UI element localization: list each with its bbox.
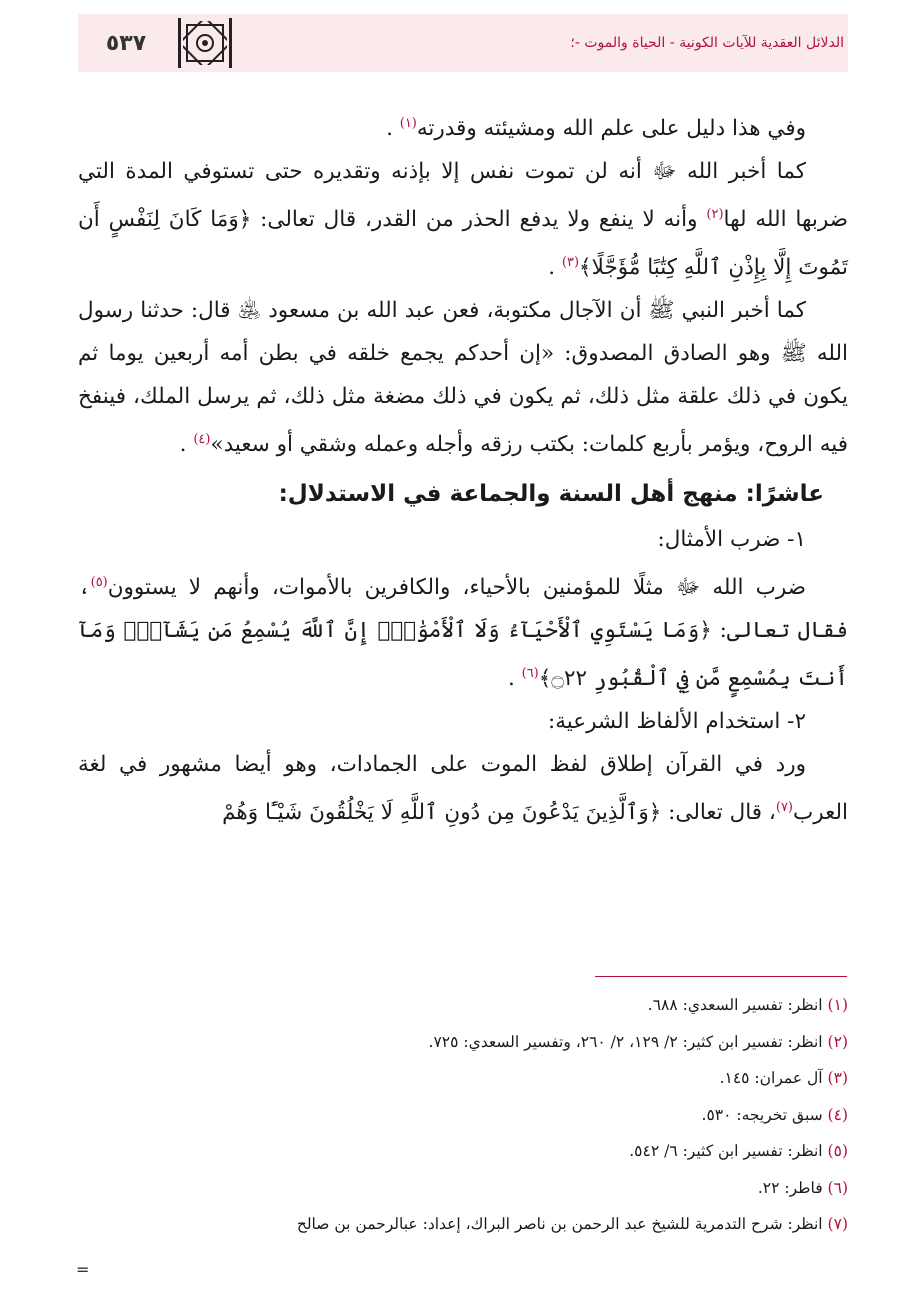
section-heading: عاشرًا: منهج أهل السنة والجماعة في الاستدلال: <box>278 480 824 507</box>
footnote-ref[interactable]: (٢) <box>706 207 724 223</box>
quran-verse: ﴿وَمَا يَسْتَوِي ٱلْأَحْيَآءُ وَلَا ٱلْأَمْوَٰتُۚ إِنَّ ٱللَّهَ يُسْمِعُ مَن يَشَآءُۖ وَمَآ أَنتَ بِمُسْمِعٍ مَّن فِي ٱلْقُبُورِ ۝٢٢﴾ <box>78 617 848 691</box>
paragraph-text: وأنه لا ينفع ولا يدفع الحذر من القدر، قال تعالى: <box>260 207 707 233</box>
paragraph-text: ، قال تعالى: <box>668 800 776 826</box>
paragraph-text: كما أخبر الله ﷻ أنه لن تموت نفس إلا بإذنه وتقديره حتى تستوفي المدة التي ضربها الله لها <box>78 159 848 233</box>
paragraph-text: ضرب الله ﷻ مثلًا للمؤمنين بالأحياء، والكافرين بالأموات، وأنهم لا يستوون <box>107 574 806 600</box>
footnote-item <box>78 1024 848 1061</box>
footnote-ref[interactable]: (١) <box>399 116 417 131</box>
footnote-number: (٣) <box>827 1069 848 1087</box>
subheading: ٢- استخدام الألفاظ الشرعية: <box>547 708 806 734</box>
paragraph-text: ورد في القرآن إطلاق لفظ الموت على الجمادات، وهو أيضا مشهور في لغة العرب <box>78 751 848 826</box>
footnote-ref[interactable]: (٥) <box>90 574 108 590</box>
paragraph <box>78 743 848 834</box>
paragraph: وفي هذا دليل على علم الله ومشيئته وقدرته$^{(١)}$ . <box>386 116 806 142</box>
footnote-number: (٦) <box>827 1178 848 1197</box>
main-text <box>78 102 848 834</box>
paragraph: ضرب الله ﷻ مثلًا للمؤمنين بالأحياء، والكافرين بالأموات، وأنهم لا يستوون$^{(٥)}$، فقال تعالى: ﴿وَمَا يَسْتَوِي ٱلْأَحْيَآءُ وَلَا ٱلْأَمْوَٰتُۚ إِنَّ ٱللَّهَ يُسْمِعُ مَن يَشَآءُۖ وَمَآ أَنتَ بِمُسْمِعٍ مَّن فِي ٱلْقُبُورِ ۝٢٢﴾$^{(٦)}$ . <box>78 574 849 691</box>
footnote-item <box>78 987 848 1024</box>
footnote-item <box>78 1206 848 1243</box>
paragraph: كما أخبر النبي ﷺ أن الآجال مكتوبة، فعن عبد الله بن مسعود ﵁ قال: حدثنا رسول الله ﷺ وهو الصادق المصدوق: «إن أحدكم يجمع خلقه في بطن أمه أربعين يوما ثم يكون في ذلك علقة مثل ذلك، ثم يكون في ذلك مضغة مثل ذلك، ثم يرسل الملك، فينفخ فيه الروح، ويؤمر بأربع كلمات: بكتب رزقه وأجله وعمله وشقي أو سعيد»$^{(٤)}$ . <box>78 298 848 458</box>
paragraph-text: ، فقال تعالى: <box>78 574 849 643</box>
footnote-text: انظر: تفسير ابن كثير: ٦/ ٥٤٢. <box>629 1142 823 1160</box>
footnote-ref[interactable]: (٧) <box>775 799 793 815</box>
running-head: الدلائل العقدية للآيات الكونية - الحياة والموت -؛ <box>570 35 844 51</box>
footnote-number: (٥) <box>827 1142 848 1160</box>
footnote-text: انظر: شرح التدمرية للشيخ عبد الرحمن بن ناصر البراك، إعداد: عبالرحمن بن صالح <box>296 1215 823 1233</box>
footnote-item <box>78 1097 848 1134</box>
paragraph-text: وفي هذا دليل على علم الله ومشيئته وقدرته <box>416 116 806 142</box>
footnote-number: (١) <box>827 996 848 1014</box>
footnote-text: فاطر: ٢٢. <box>757 1178 823 1197</box>
footnote-number: (٧) <box>827 1215 848 1233</box>
ornament-icon <box>178 18 232 68</box>
footnote-ref[interactable]: (٤) <box>193 432 211 448</box>
quran-verse: ﴿وَمَا كَانَ لِنَفْسٍ أَن تَمُوتَ إِلَّا بِإِذْنِ ٱللَّهِ كِتَٰبًا مُّؤَجَّلًا﴾ <box>78 207 848 281</box>
quran-verse: ﴿وَٱلَّذِينَ يَدْعُونَ مِن دُونِ ٱللَّهِ لَا يَخْلُقُونَ شَيْـًٔا وَهُمْ <box>222 800 662 826</box>
footnote-text: سبق تخريجه: ٥٣٠. <box>701 1105 823 1124</box>
subheading: ١- ضرب الأمثال: <box>657 526 806 552</box>
footnote-number: (٤) <box>827 1105 848 1124</box>
footnote-separator <box>595 976 847 977</box>
footnote-ref[interactable]: (٦) <box>521 665 539 681</box>
paragraph: كما أخبر الله ﷻ أنه لن تموت نفس إلا بإذنه وتقديره حتى تستوفي المدة التي ضربها الله لها$^{(٢)}$ وأنه لا ينفع ولا يدفع الحذر من القدر، قال تعالى: ﴿وَمَا كَانَ لِنَفْسٍ أَن تَمُوتَ إِلَّا بِإِذْنِ ٱللَّهِ كِتَٰبًا مُّؤَجَّلًا﴾$^{(٣)}$ . <box>78 159 848 281</box>
footnote-ref[interactable]: (٣) <box>561 255 580 271</box>
paragraph-text: كما أخبر النبي ﷺ أن الآجال مكتوبة، فعن عبد الله بن مسعود ﵁ قال: حدثنا رسول الله ﷺ وهو الصادق المصدوق: «إن أحدكم يجمع خلقه في بطن أمه أربعين يوما ثم يكون في ذلك علقة مثل ذلك، ثم يكون في ذلك مضغة مثل ذلك، ثم يرسل الملك، فينفخ فيه الروح، ويؤمر بأربع كلمات: بكتب رزقه وأجله وعمله وشقي أو سعيد» <box>78 298 848 458</box>
footnote-number: (٢) <box>827 1032 848 1051</box>
footnote-item <box>78 1170 848 1207</box>
footnote-item <box>78 1133 848 1170</box>
footnote-text: آل عمران: ١٤٥. <box>719 1069 823 1087</box>
footnotes <box>78 987 848 1243</box>
footnote-text: انظر: تفسير السعدي: ٦٨٨. <box>647 996 823 1014</box>
page-header <box>78 14 848 72</box>
footnote-item <box>78 1060 848 1097</box>
footnote-text: انظر: تفسير ابن كثير: ٢/ ١٢٩، ٢/ ٢٦٠، وتفسير السعدي: ٧٢٥. <box>428 1032 823 1051</box>
continuation-mark: = <box>76 1260 90 1279</box>
page-number: ٥٣٧ <box>105 30 147 56</box>
